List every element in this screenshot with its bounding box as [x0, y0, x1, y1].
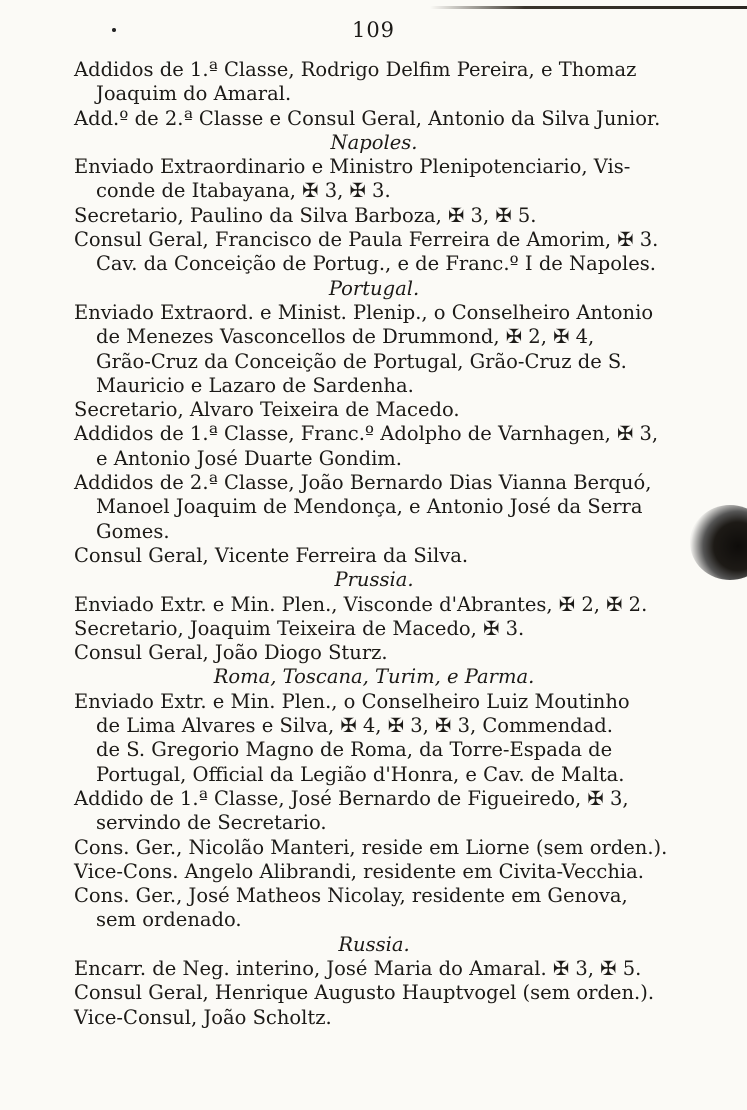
- text-line: sem ordenado.: [96, 908, 242, 932]
- page-text: [74, 58, 674, 1030]
- text-line: Addidos de 2.ª Classe, João Bernardo Dias Vianna Berquó,: [74, 471, 652, 495]
- text-line: Enviado Extr. e Min. Plen., o Conselheiro Luiz Moutinho: [74, 689, 630, 713]
- text-line: Consul Geral, Henrique Augusto Hauptvogel (sem orden.).: [74, 981, 655, 1005]
- text-line: Cons. Ger., Nicolão Manteri, reside em Liorne (sem orden.).: [74, 835, 668, 859]
- text-line: servindo de Secretario.: [96, 811, 327, 835]
- section-heading: Roma, Toscana, Turim, e Parma.: [213, 665, 535, 689]
- text-line: Enviado Extraordinario e Ministro Plenipotenciario, Vis-: [74, 155, 631, 179]
- text-line: Gomes.: [96, 519, 170, 543]
- text-line: Consul Geral, Vicente Ferreira da Silva.: [74, 543, 469, 567]
- text-line: Consul Geral, João Diogo Sturz.: [74, 641, 388, 665]
- text-line: Addido de 1.ª Classe, José Bernardo de Figueiredo, ✠ 3,: [74, 786, 629, 810]
- text-line: de Menezes Vasconcellos de Drummond, ✠ 2, ✠ 4,: [96, 325, 595, 349]
- section-heading: Prussia.: [334, 568, 414, 592]
- ink-blot: [690, 505, 747, 580]
- text-line: Add.º de 2.ª Classe e Consul Geral, Antonio da Silva Junior.: [74, 106, 661, 130]
- section-heading: Russia.: [338, 932, 410, 956]
- text-line: Portugal, Official da Legião d'Honra, e Cav. de Malta.: [96, 762, 625, 786]
- text-line: de S. Gregorio Magno de Roma, da Torre-Espada de: [96, 738, 613, 762]
- text-line: Enviado Extr. e Min. Plen., Visconde d'Abrantes, ✠ 2, ✠ 2.: [74, 592, 648, 616]
- text-line: Secretario, Alvaro Teixeira de Macedo.: [74, 398, 460, 422]
- text-line: Addidos de 1.ª Classe, Rodrigo Delfim Pereira, e Thomaz: [74, 58, 637, 81]
- text-line: Encarr. de Neg. interino, José Maria do Amaral. ✠ 3, ✠ 5.: [74, 956, 642, 980]
- top-rule: [430, 6, 747, 9]
- text-line: Vice-Cons. Angelo Alibrandi, residente em Civita-Vecchia.: [74, 859, 644, 883]
- text-line: Manoel Joaquim de Mendonça, e Antonio José da Serra: [96, 495, 643, 519]
- section-heading: Portugal.: [328, 276, 420, 300]
- text-line: Addidos de 1.ª Classe, Franc.º Adolpho de Varnhagen, ✠ 3,: [74, 422, 659, 446]
- text-line: e Antonio José Duarte Gondim.: [96, 446, 402, 470]
- text-line: Cons. Ger., José Matheos Nicolay, residente em Genova,: [74, 884, 628, 908]
- text-line: Mauricio e Lazaro de Sardenha.: [96, 373, 414, 397]
- text-line: Secretario, Joaquim Teixeira de Macedo, ✠ 3.: [74, 616, 525, 640]
- text-line: Cav. da Conceição de Portug., e de Franc.º I de Napoles.: [96, 252, 656, 276]
- section-heading: Napoles.: [330, 130, 418, 154]
- text-line: de Lima Alvares e Silva, ✠ 4, ✠ 3, ✠ 3, Commendad.: [96, 714, 613, 738]
- text-line: Grão-Cruz da Conceição de Portugal, Grão-Cruz de S.: [96, 349, 627, 373]
- page-number: 109: [351, 18, 396, 42]
- text-line: Secretario, Paulino da Silva Barboza, ✠ 3, ✠ 5.: [74, 203, 537, 227]
- text-line: Consul Geral, Francisco de Paula Ferreira de Amorim, ✠ 3.: [74, 228, 659, 252]
- text-line: Joaquim do Amaral.: [96, 82, 292, 106]
- text-line: Enviado Extraord. e Minist. Plenip., o Conselheiro Antonio: [74, 300, 654, 324]
- text-line: Vice-Consul, João Scholtz.: [74, 1005, 332, 1029]
- text-line: conde de Itabayana, ✠ 3, ✠ 3.: [96, 179, 391, 203]
